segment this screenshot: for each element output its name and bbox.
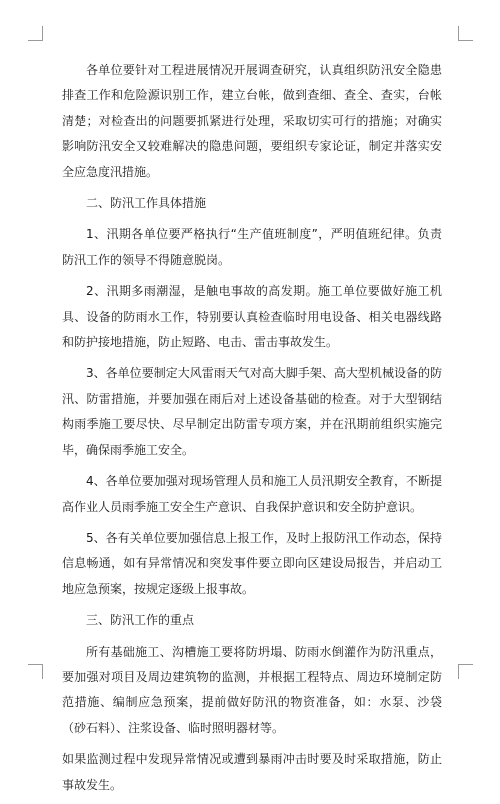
paragraph-measure-2: 2、汛期多雨潮湿，是触电事故的高发期。施工单位要做好施工机具、设备的防雨水工作，特别要认真检查临时用电设备、相关电器线路和防护接地措施，防止短路、电击、雷击事故发生。 — [62, 284, 442, 350]
paragraph-monitoring: 如果监测过程中发现异常情况或遭到暴雨冲击时要及时采取措施，防止事故发生。 — [62, 752, 442, 792]
paragraph-key-points: 所有基础施工、沟槽施工要将防坍塌、防雨水倒灌作为防汛重点，要加强对项目及周边建筑物的监测，并根据工程特点、周边环境制定防范措施、编制应急预案，提前做好防汛的物资准备，如：水泵、沙袋（砂石料）、注浆设备、临时照明器材等。 — [62, 644, 442, 735]
section-heading-specific-measures: 二、防汛工作具体措施 — [86, 196, 207, 211]
crop-mark-bottom-right — [458, 664, 473, 679]
paragraph-measure-3: 3、各单位要制定大风雷雨天气对高大脚手架、高大型机械设备的防汛、防雷措施，并要加强在雨后对上述设备基础的检查。对于大型钢结构雨季施工要尽快、尽早制定出防雷专项方案，并在汛期前组织实施完毕，确保雨季施工安全。 — [62, 366, 442, 457]
crop-mark-bottom-left — [28, 664, 43, 679]
paragraph-measure-4: 4、各单位要加强对现场管理人员和施工人员汛期安全教育，不断提高作业人员雨季施工安全生产意识、自我保护意识和安全防护意识。 — [62, 474, 442, 514]
paragraph-investigation: 各单位要针对工程进展情况开展调查研究，认真组织防汛安全隐患排查工作和危险源识别工作，建立台帐，做到查细、查全、查实，台帐清楚；对检查出的问题要抓紧进行处理，采取切实可行的措施；对确实影响防汛安全又较难解决的隐患问题，要组织专家论证，制定并落实安全应急度汛措施。 — [62, 63, 442, 179]
crop-mark-top-left — [28, 26, 43, 41]
paragraph-measure-5: 5、各有关单位要加强信息上报工作，及时上报防汛工作动态，保持信息畅通，如有异常情况和突发事件要立即向区建设局报告，并启动工地应急预案，按规定逐级上报事故。 — [62, 530, 442, 596]
section-heading-key-points: 三、防汛工作的重点 — [86, 613, 195, 628]
crop-mark-top-right — [458, 26, 473, 41]
document-body — [62, 58, 442, 804]
paragraph-measure-1: 1、汛期各单位要严格执行“生产值班制度”，严明值班纪律。负责防汛工作的领导不得随意脱岗。 — [62, 227, 442, 267]
